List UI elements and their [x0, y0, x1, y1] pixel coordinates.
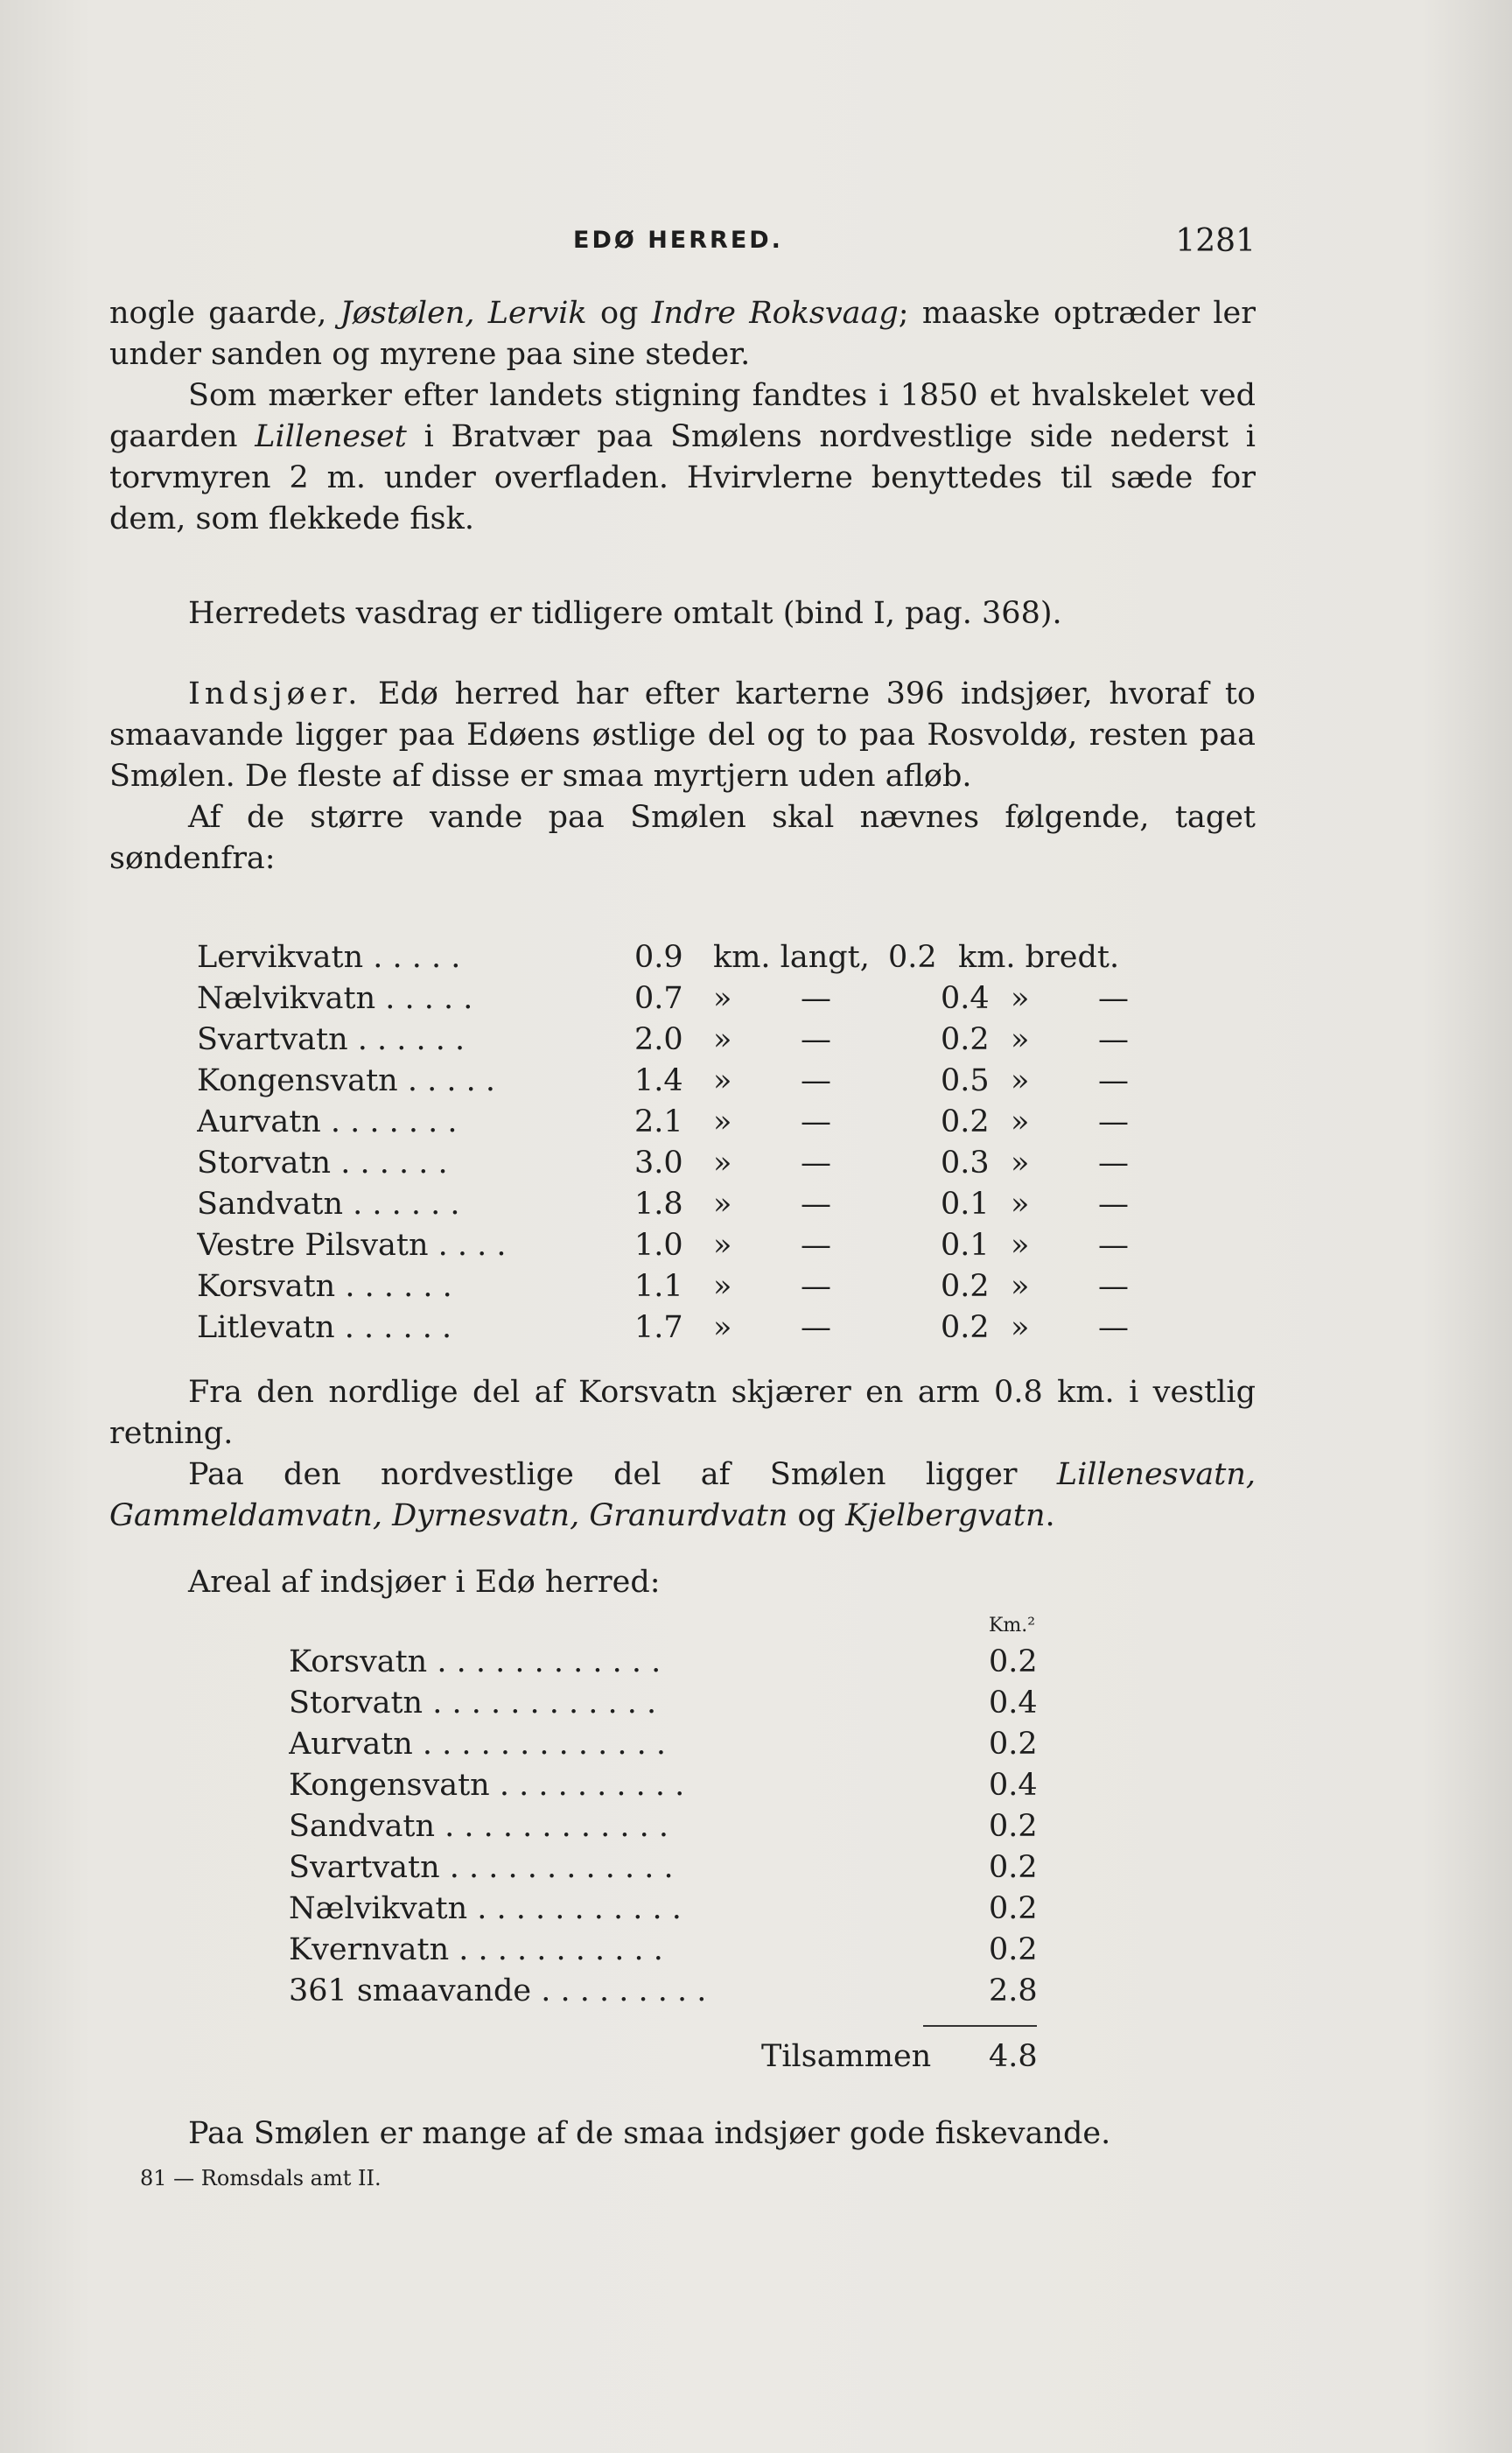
dash: —: [1098, 1309, 1129, 1345]
lake-name: Svartvatn . . . . . . . . . . . .: [289, 1849, 674, 1885]
lake-name: Vestre Pilsvatn . . . .: [197, 1227, 507, 1263]
body-block-1: [109, 293, 1256, 540]
ditto-mark: »: [1011, 1227, 1030, 1263]
body-block-5: [109, 1562, 1256, 1603]
ditto-mark: »: [1011, 1268, 1030, 1304]
dash: —: [801, 1021, 831, 1057]
dash: —: [801, 1186, 831, 1222]
lake-length: 2.0: [634, 1021, 683, 1057]
lake-length: 2.1: [634, 1104, 683, 1139]
lake-name: Aurvatn . . . . . . . . . . . . .: [289, 1726, 667, 1762]
lake-name: Kvernvatn . . . . . . . . . . .: [289, 1931, 663, 1967]
ditto-mark: »: [713, 1309, 732, 1345]
ditto-mark: »: [1011, 1309, 1030, 1345]
running-title: EDØ HERRED.: [573, 227, 783, 254]
paragraph-watercourses: Herredets vasdrag er tidligere omtalt (bind I, pag. 368).: [188, 596, 1062, 631]
table-row: [197, 1265, 1203, 1307]
body-block-2: [109, 593, 1256, 634]
page-number: 1281: [1175, 223, 1256, 259]
lake-area: 0.2: [989, 1931, 1038, 1967]
table-row: [197, 1019, 1203, 1060]
table-row: [289, 1682, 1059, 1723]
lake-width: 0.1: [941, 1186, 990, 1222]
table-row: [289, 1929, 1059, 1970]
lake-name: Sandvatn . . . . . .: [197, 1186, 460, 1222]
dash: —: [801, 980, 831, 1016]
length-unit: km. langt,: [713, 939, 870, 975]
lake-width: 0.5: [941, 1062, 990, 1098]
area-heading: Areal af indsjøer i Edø herred:: [188, 1565, 661, 1600]
paragraph-larger-lakes: Af de større vande paa Smølen skal nævnes følgende, taget søndenfra:: [109, 800, 1256, 876]
dash: —: [801, 1104, 831, 1139]
paragraph-northwest-lakes: Paa den nordvestlige del af Smølen ligger Lillenesvatn, Gammeldamvatn, Dyrnesvatn, Granurdvatn og Kjelbergvatn.: [109, 1457, 1256, 1533]
lake-name: Aurvatn . . . . . . .: [197, 1104, 458, 1139]
paragraph-fishing-waters: Paa Smølen er mange af de smaa indsjøer gode fiskevande.: [188, 2116, 1111, 2151]
ditto-mark: »: [713, 1145, 732, 1181]
dash: —: [1098, 1062, 1129, 1098]
lake-width: 0.2: [941, 1309, 990, 1345]
table-row: [289, 1723, 1059, 1764]
lake-area: 0.2: [989, 1726, 1038, 1762]
page-footer: 81 — Romsdals amt II.: [140, 2166, 382, 2190]
ditto-mark: »: [1011, 1021, 1030, 1057]
lake-area: 0.2: [989, 1890, 1038, 1926]
lake-name: Kongensvatn . . . . .: [197, 1062, 495, 1098]
ditto-mark: »: [713, 1268, 732, 1304]
lake-name: Svartvatn . . . . . .: [197, 1021, 466, 1057]
lake-length: 1.8: [634, 1186, 683, 1222]
table-row: [289, 1847, 1059, 1888]
lake-area: 0.4: [989, 1767, 1038, 1803]
table-row: [289, 1970, 1059, 2011]
ditto-mark: »: [1011, 980, 1030, 1016]
lake-name: Sandvatn . . . . . . . . . . . .: [289, 1808, 669, 1844]
lake-width: 0.2: [888, 939, 937, 975]
ditto-mark: »: [1011, 1145, 1030, 1181]
lake-width: 0.2: [941, 1104, 990, 1139]
table-row: [197, 1142, 1203, 1183]
lake-name: Nælvikvatn . . . . . . . . . . .: [289, 1890, 682, 1926]
lake-width: 0.4: [941, 980, 990, 1016]
total-row: [761, 2039, 1038, 2074]
table-row: [289, 1888, 1059, 1929]
table-row: [197, 1101, 1203, 1142]
lake-area: 0.4: [989, 1685, 1038, 1721]
lake-name: Storvatn . . . . . . . . . . . .: [289, 1685, 657, 1721]
ditto-mark: »: [713, 1227, 732, 1263]
ditto-mark: »: [713, 1186, 732, 1222]
table-row: [289, 1805, 1059, 1847]
total-rule: [923, 2025, 1037, 2027]
lake-width: 0.1: [941, 1227, 990, 1263]
lake-length: 0.7: [634, 980, 683, 1016]
area-unit: Km.²: [989, 1615, 1036, 1637]
lake-name: Korsvatn . . . . . .: [197, 1268, 452, 1304]
total-value: 4.8: [989, 2039, 1038, 2074]
lake-width: 0.2: [941, 1021, 990, 1057]
ditto-mark: »: [713, 1062, 732, 1098]
paragraph-continuation: nogle gaarde, Jøstølen, Lervik og Indre Roksvaag; maaske optræder ler under sanden og myrene paa sine steder.: [109, 296, 1256, 372]
table-row: [197, 1183, 1203, 1224]
lake-width: 0.3: [941, 1145, 990, 1181]
section-heading: Indsjøer.: [188, 676, 362, 711]
dash: —: [801, 1309, 831, 1345]
lake-width: 0.2: [941, 1268, 990, 1304]
lake-area: 2.8: [989, 1973, 1038, 2008]
lake-dimensions-table: [197, 936, 1203, 1348]
table-row: [197, 1224, 1203, 1265]
lake-area: 0.2: [989, 1849, 1038, 1885]
dash: —: [801, 1062, 831, 1098]
lake-length: 1.7: [634, 1309, 683, 1345]
lake-name: Korsvatn . . . . . . . . . . . .: [289, 1644, 662, 1679]
paragraph-whale-skeleton: Som mærker efter landets stigning fandtes i 1850 et hvalskelet ved gaarden Lilleneset i Bratvær paa Smølens nordvestlige side nederst i torvmyren 2 m. under overfladen. Hvirvlerne benyttedes til sæde for dem, som flekkede fisk.: [109, 378, 1256, 536]
table-row: [197, 936, 1203, 978]
lake-length: 1.1: [634, 1268, 683, 1304]
body-block-3: [109, 674, 1256, 880]
lake-area-table: [289, 1615, 1059, 2011]
lake-length: 0.9: [634, 939, 683, 975]
lake-name: Lervikvatn . . . . .: [197, 939, 461, 975]
dash: —: [1098, 1021, 1129, 1057]
body-block-6: [109, 2113, 1256, 2155]
ditto-mark: »: [713, 980, 732, 1016]
width-unit: km. bredt.: [958, 939, 1120, 975]
total-label: Tilsammen: [761, 2039, 932, 2074]
ditto-mark: »: [1011, 1062, 1030, 1098]
lake-length: 3.0: [634, 1145, 683, 1181]
dash: —: [801, 1145, 831, 1181]
ditto-mark: »: [713, 1104, 732, 1139]
lake-name: Kongensvatn . . . . . . . . . .: [289, 1767, 685, 1803]
dash: —: [1098, 1268, 1129, 1304]
table-header: [289, 1615, 1059, 1641]
page-header: [109, 223, 1256, 267]
lake-length: 1.4: [634, 1062, 683, 1098]
lake-area: 0.2: [989, 1808, 1038, 1844]
dash: —: [1098, 1145, 1129, 1181]
dash: —: [1098, 1104, 1129, 1139]
dash: —: [1098, 1227, 1129, 1263]
body-block-4: [109, 1372, 1256, 1537]
dash: —: [801, 1227, 831, 1263]
ditto-mark: »: [1011, 1186, 1030, 1222]
lake-name: Litlevatn . . . . . .: [197, 1309, 452, 1345]
lake-name: Nælvikvatn . . . . .: [197, 980, 473, 1016]
table-row: [197, 1307, 1203, 1348]
ditto-mark: »: [713, 1021, 732, 1057]
table-row: [197, 1060, 1203, 1101]
dash: —: [1098, 980, 1129, 1016]
dash: —: [1098, 1186, 1129, 1222]
lake-name: Storvatn . . . . . .: [197, 1145, 448, 1181]
lake-area: 0.2: [989, 1644, 1038, 1679]
ditto-mark: »: [1011, 1104, 1030, 1139]
table-row: [197, 978, 1203, 1019]
dash: —: [801, 1268, 831, 1304]
paragraph-korsvatn-arm: Fra den nordlige del af Korsvatn skjærer en arm 0.8 km. i vestlig retning.: [109, 1375, 1256, 1451]
table-row: [289, 1641, 1059, 1682]
paragraph-lakes-intro: Indsjøer. Edø herred har efter karterne 396 indsjøer, hvoraf to smaavande ligger paa Edøens østlige del og to paa Rosvoldø, resten paa Smølen. De fleste af disse er smaa myrtjern uden afløb.: [109, 676, 1256, 794]
lake-length: 1.0: [634, 1227, 683, 1263]
table-row: [289, 1764, 1059, 1805]
lake-name: 361 smaavande . . . . . . . . .: [289, 1973, 707, 2008]
